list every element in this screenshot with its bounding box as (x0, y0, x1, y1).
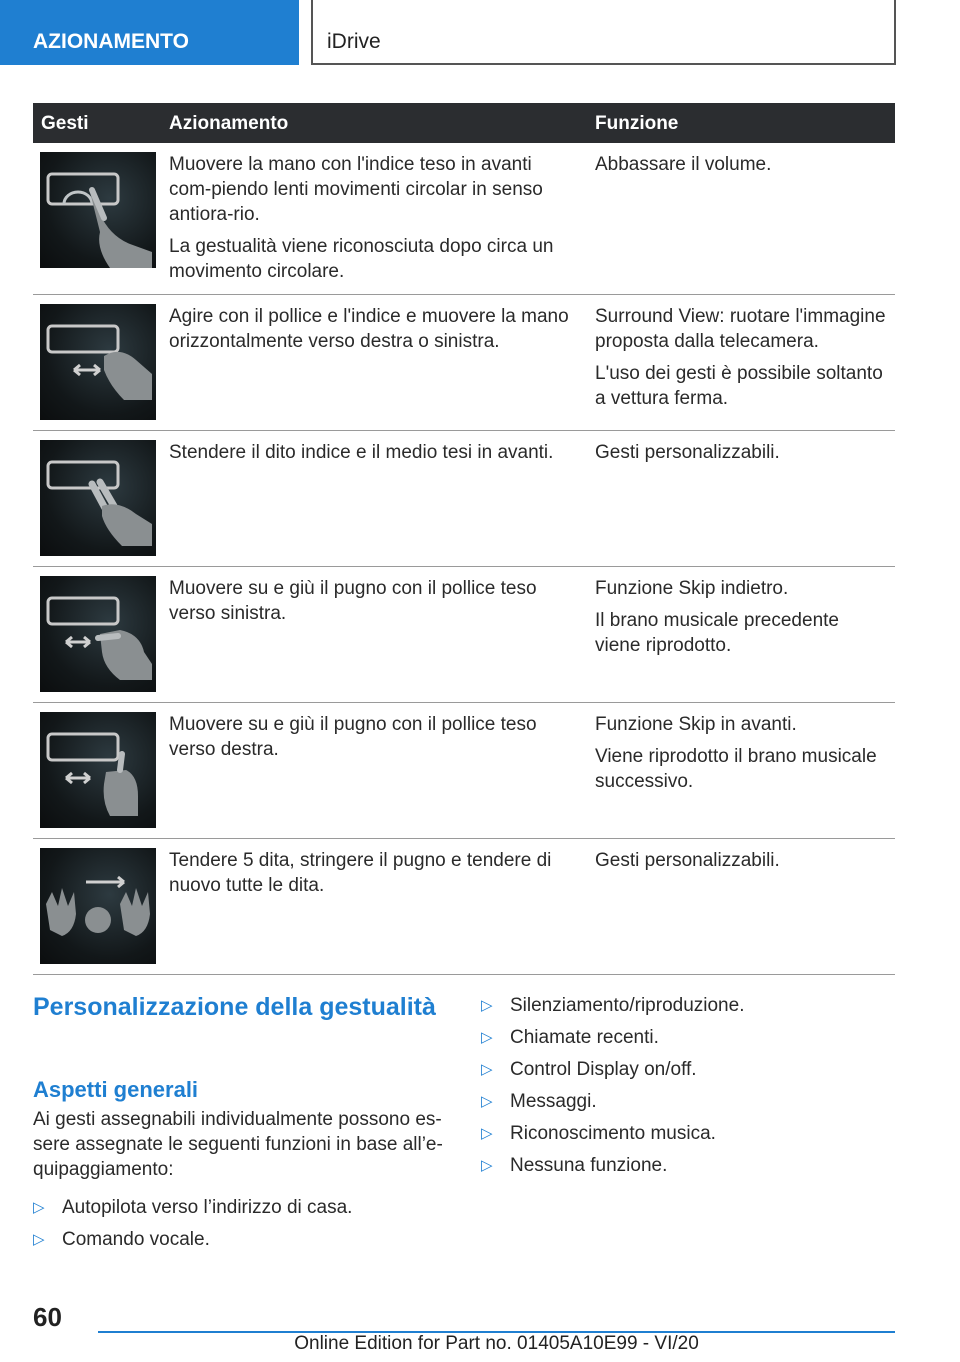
list-item: ▷ Comando vocale. (33, 1229, 210, 1250)
bullet-triangle-icon: ▷ (33, 1199, 45, 1216)
table-row (33, 567, 895, 703)
hand-open-fist-open-icon (40, 848, 156, 964)
function-text: Gesti personalizzabili. (595, 850, 780, 871)
header-topic: iDrive (311, 0, 896, 65)
column-header-azionamento: Azionamento (161, 103, 587, 143)
list-item: ▷ Nessuna funzione. (481, 1155, 668, 1176)
list-item: ▷ Control Display on/off. (481, 1059, 697, 1080)
functions-list-right (481, 993, 896, 1185)
header-section-tab: AZIONAMENTO (0, 0, 299, 65)
column-header-funzione: Funzione (587, 103, 895, 143)
action-text: Agire con il pollice e l'indice e muovere la mano orizzontalmente verso destra o sinistra. (169, 306, 569, 352)
page-number: 60 (33, 1302, 62, 1332)
table-row (33, 703, 895, 839)
list-item: ▷ Autopilota verso l’indirizzo di casa. (33, 1197, 353, 1218)
function-text: Funzione Skip in avanti. (595, 714, 797, 735)
function-text: Abbassare il volume. (595, 154, 772, 175)
section-subtitle: Aspetti generali (33, 1077, 199, 1102)
function-text: Surround View: ruotare l'immagine proposta dalla telecamera. (595, 306, 886, 352)
list-item: ▷ Silenziamento/riproduzione. (481, 995, 745, 1016)
bullet-triangle-icon: ▷ (33, 1231, 45, 1248)
list-item: ▷ Riconoscimento musica. (481, 1123, 716, 1144)
list-item: ▷ Chiamate recenti. (481, 1027, 659, 1048)
gestures-table (33, 103, 895, 975)
column-header-gesti: Gesti (33, 103, 161, 143)
action-text: Muovere la mano con l'indice teso in avanti com-piendo lenti movimenti circolar in senso antiora-rio. (169, 154, 543, 225)
section-body: Ai gesti assegnabili individualmente possono es-sere assegnate le seguenti funzioni in base all’e-quipaggiamento: (33, 1109, 443, 1180)
bullet-triangle-icon: ▷ (481, 1061, 493, 1078)
function-text: Funzione Skip indietro. (595, 578, 789, 599)
action-text: La gestualità viene riconosciuta dopo circa un movimento circolare. (169, 236, 554, 282)
bullet-triangle-icon: ▷ (481, 1029, 493, 1046)
table-header-row (33, 103, 895, 143)
footer-edition: Online Edition for Part no. 01405A10E99 - VI/20 (294, 1333, 699, 1354)
table-row (33, 295, 895, 431)
hand-two-fingers-icon (40, 440, 156, 556)
list-item: ▷ Messaggi. (481, 1091, 597, 1112)
hand-rotate-circular-icon (40, 152, 156, 268)
bullet-triangle-icon: ▷ (481, 1157, 493, 1174)
bullet-triangle-icon: ▷ (481, 1125, 493, 1142)
hand-pinch-swipe-icon (40, 304, 156, 420)
action-text: Muovere su e giù il pugno con il pollice teso verso sinistra. (169, 578, 537, 624)
function-text: Il brano musicale precedente viene riprodotto. (595, 610, 839, 656)
action-text: Tendere 5 dita, stringere il pugno e tendere di nuovo tutte le dita. (169, 850, 552, 896)
function-text: Gesti personalizzabili. (595, 442, 780, 463)
function-text: Viene riprodotto il brano musicale successivo. (595, 746, 877, 792)
functions-list-left (33, 1195, 448, 1259)
action-text: Muovere su e giù il pugno con il pollice teso verso destra. (169, 714, 537, 760)
table-row (33, 839, 895, 975)
bullet-triangle-icon: ▷ (481, 1093, 493, 1110)
fist-thumb-left-icon (40, 576, 156, 692)
action-text: Stendere il dito indice e il medio tesi in avanti. (169, 442, 554, 463)
table-row (33, 143, 895, 295)
fist-thumb-right-icon (40, 712, 156, 828)
bullet-triangle-icon: ▷ (481, 997, 493, 1014)
section-title: Personalizzazione della gestualità (33, 993, 436, 1021)
table-row (33, 431, 895, 567)
function-text: L'uso dei gesti è possibile soltanto a vettura ferma. (595, 363, 883, 409)
